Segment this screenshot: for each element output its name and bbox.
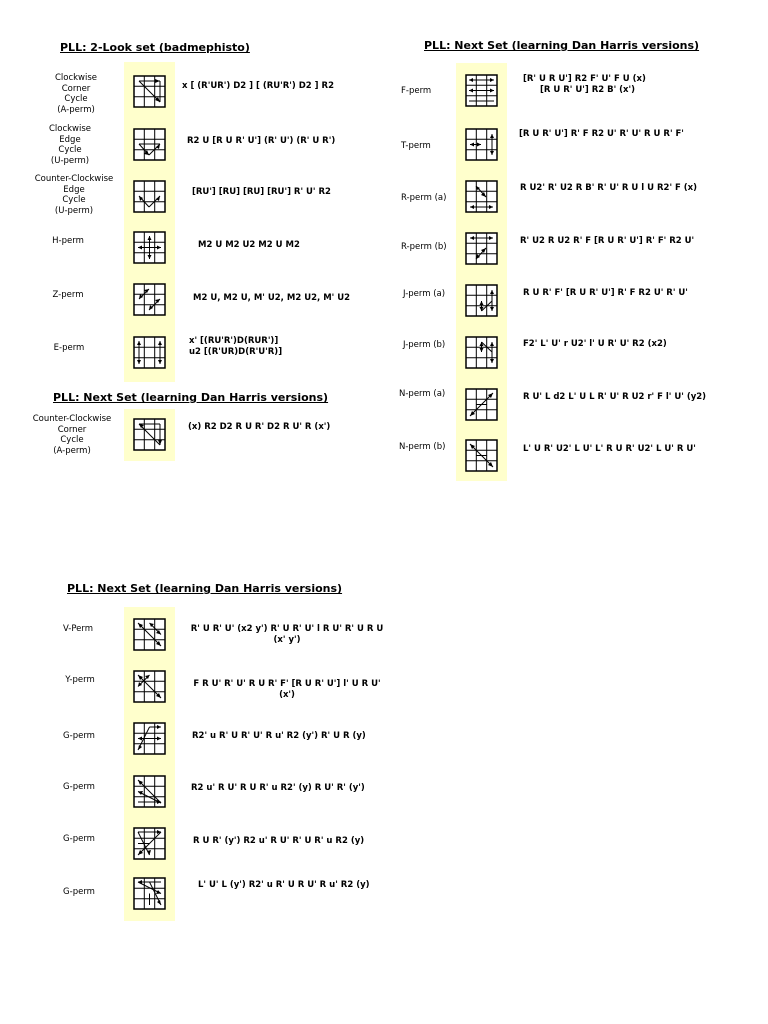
algorithm-text: [R' U R U'] R2 F' U' F U (x) [R U R' U'] R2 B' (x') xyxy=(523,74,646,95)
algorithm-text: [RU'] [RU] [RU] [RU'] R' U' R2 xyxy=(192,187,331,197)
z-perm-diagram xyxy=(133,283,166,316)
g-perm-3-diagram xyxy=(133,827,166,860)
t-perm-diagram xyxy=(465,128,498,161)
algorithm-text: R' U R' U' (x2 y') R' U R' U' l R U' R' U R U (x' y') xyxy=(190,624,384,645)
a-perm-ccw-diagram xyxy=(133,418,166,451)
case-label: G-perm xyxy=(63,731,95,741)
case-label: Z-perm xyxy=(52,290,84,300)
u-perm-ccw-diagram xyxy=(133,180,166,213)
highlight-strip xyxy=(124,62,175,382)
case-label: Counter-Clockwise Edge Cycle (U-perm) xyxy=(34,174,114,216)
case-label: R-perm (a) xyxy=(401,193,447,203)
case-label: F-perm xyxy=(401,86,432,96)
case-label: J-perm (a) xyxy=(403,289,446,299)
j-perm-b-diagram xyxy=(465,336,498,369)
case-label: G-perm xyxy=(63,834,95,844)
v-perm-diagram xyxy=(133,618,166,651)
case-label: Clockwise Corner Cycle (A-perm) xyxy=(54,73,98,115)
case-label: Clockwise Edge Cycle (U-perm) xyxy=(48,124,92,166)
algorithm-text: R U R' F' [R U R' U'] R' F R2 U' R' U' xyxy=(523,288,688,298)
case-label: R-perm (b) xyxy=(401,242,447,252)
case-label: N-perm (b) xyxy=(399,442,446,452)
algorithm-text: R U2' R' U2 R B' R' U' R U l U R2' F (x) xyxy=(520,183,698,193)
h-perm-diagram xyxy=(133,231,166,264)
g-perm-2-diagram xyxy=(133,775,166,808)
algorithm-text: x [ (R'UR') D2 ] [ (RU'R') D2 ] R2 xyxy=(182,81,334,91)
highlight-strip xyxy=(124,607,175,921)
section-title-next-set-left: PLL: Next Set (learning Dan Harris versions) xyxy=(53,391,329,404)
algorithm-text: R U' L d2 L' U L R' U' R U2 r' F l' U' (y2) xyxy=(523,392,707,402)
j-perm-a-diagram xyxy=(465,284,498,317)
e-perm-diagram xyxy=(133,336,166,369)
g-perm-4-diagram xyxy=(133,877,166,910)
f-perm-diagram xyxy=(465,74,498,107)
g-perm-1-diagram xyxy=(133,722,166,755)
algorithm-text: R2 u' R U' R U R' u R2' (y) R U' R' (y') xyxy=(191,783,365,793)
n-perm-b-diagram xyxy=(465,439,498,472)
case-label: E-perm xyxy=(53,343,85,353)
algorithm-text: F2' L' U' r U2' l' U R' U' R2 (x2) xyxy=(523,339,667,349)
u-perm-cw-diagram xyxy=(133,128,166,161)
algorithm-text: x' [(RU'R')D(RUR')] u2 [(R'UR)D(R'U'R)] xyxy=(189,336,283,357)
algorithm-text: F R U' R' U' R U R' F' [R U R' U'] l' U R U' (x') xyxy=(193,679,381,700)
algorithm-text: R2' u R' U R' U' R u' R2 (y') R' U R (y) xyxy=(192,731,366,741)
algorithm-text: M2 U M2 U2 M2 U M2 xyxy=(198,240,300,250)
section-title-2look: PLL: 2-Look set (badmephisto) xyxy=(60,41,250,54)
section-title-next-set-bottom: PLL: Next Set (learning Dan Harris versions) xyxy=(67,582,343,595)
r-perm-a-diagram xyxy=(465,180,498,213)
case-label: T-perm xyxy=(401,141,431,151)
r-perm-b-diagram xyxy=(465,232,498,265)
algorithm-text: M2 U, M2 U, M' U2, M2 U2, M' U2 xyxy=(193,293,351,303)
case-label: J-perm (b) xyxy=(403,340,446,350)
algorithm-text: L' U R' U2' L U' L' R U R' U2' L U' R U' xyxy=(523,444,696,454)
n-perm-a-diagram xyxy=(465,388,498,421)
algorithm-text: R U R' (y') R2 u' R U' R' U R' u R2 (y) xyxy=(193,836,365,846)
section-title-next-set-right: PLL: Next Set (learning Dan Harris versions) xyxy=(424,39,700,52)
case-label: G-perm xyxy=(63,887,95,897)
algorithm-text: L' U' L (y') R2' u R' U R U' R u' R2 (y) xyxy=(198,880,370,890)
case-label: V-Perm xyxy=(62,624,94,634)
algorithm-text: R2 U [R U R' U'] (R' U') (R' U R') xyxy=(187,136,336,146)
algorithm-text: R' U2 R U2 R' F [R U R' U'] R' F' R2 U' xyxy=(520,236,695,246)
case-label: Y-perm xyxy=(65,675,95,685)
case-label: Counter-Clockwise Corner Cycle (A-perm) xyxy=(32,414,112,456)
case-label: G-perm xyxy=(63,782,95,792)
a-perm-diagram xyxy=(133,75,166,108)
algorithm-text: (x) R2 D2 R U R' D2 R U' R (x') xyxy=(188,422,331,432)
case-label: N-perm (a) xyxy=(399,389,446,399)
algorithm-text: [R U R' U'] R' F R2 U' R' U' R U R' F' xyxy=(519,129,684,139)
case-label: H-perm xyxy=(52,236,84,246)
y-perm-diagram xyxy=(133,670,166,703)
